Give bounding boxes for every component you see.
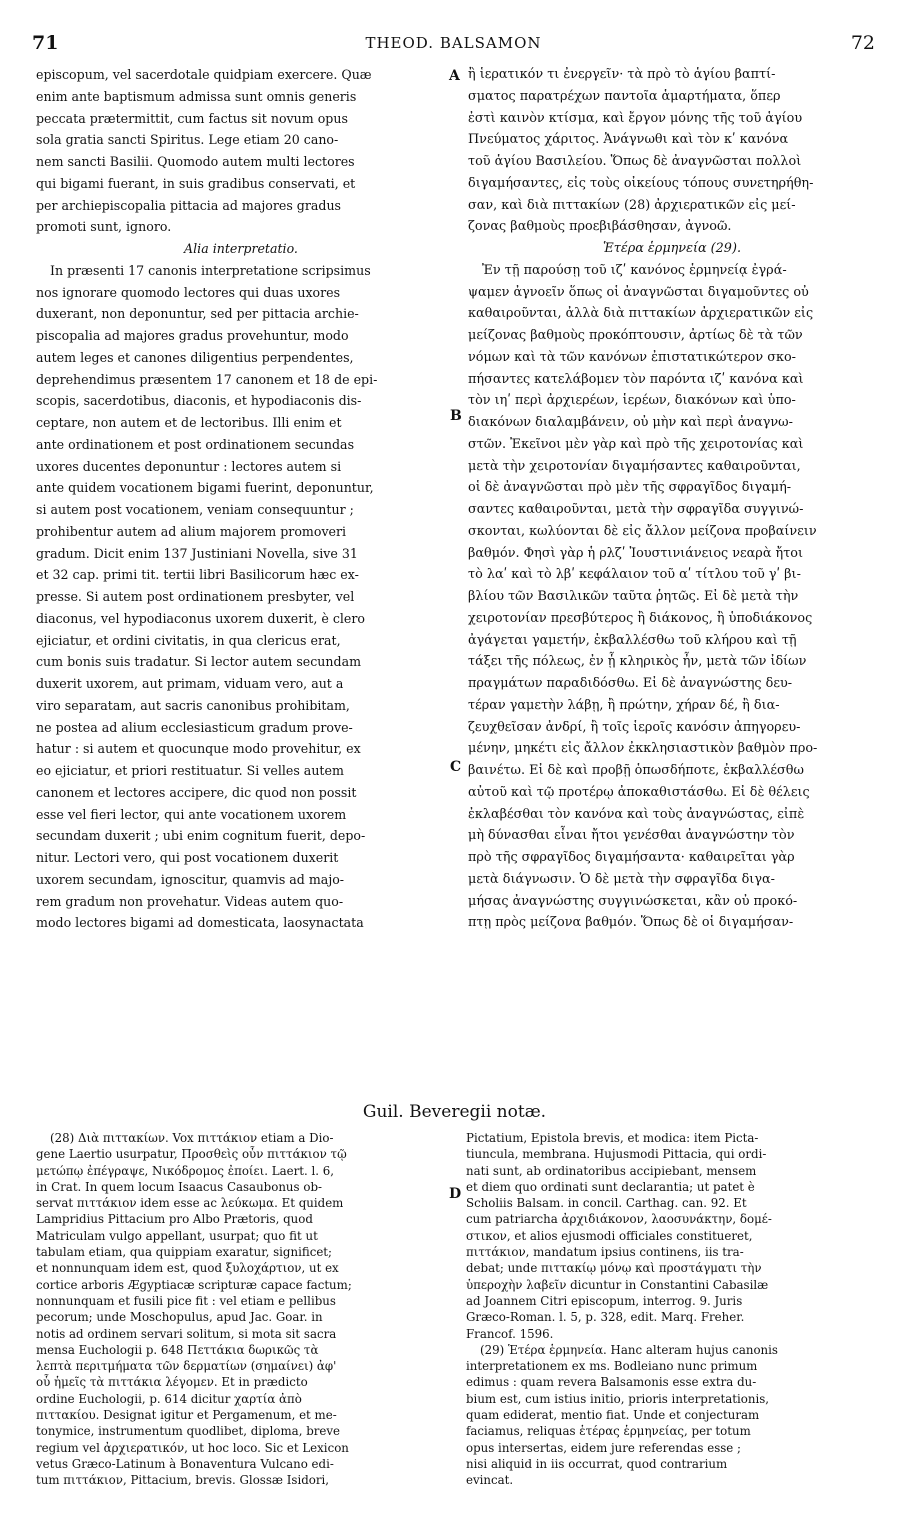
- text-line: καθαιροῦνται, ἀλλὰ διὰ πιττακίων ἀρχιερατικῶν εἰς: [468, 306, 814, 322]
- text-line: in Crat. In quem locum Isaacus Casaubonus ob-: [36, 1179, 322, 1194]
- text-line: Alia interpretatio.: [184, 241, 298, 256]
- text-line: regium vel ἀρχιερατικόν, ut hoc loco. Sic et Lexicon: [36, 1440, 349, 1455]
- text-line: ad Joannem Citri episcopum, interrog. 9. Juris: [466, 1293, 743, 1308]
- text-line: nonnunquam et fusili pice fit : vel etiam e pellibus: [36, 1293, 336, 1308]
- text-line: Ἐν τῇ παρούσῃ τοῦ ιζʹ κανόνος ἑρμηνείᾳ ἐγρά-: [482, 262, 787, 278]
- text-line: μήσας ἀναγνώστης συγγινώσκεται, κἂν οὐ προκό-: [468, 893, 798, 909]
- text-line: οἱ δὲ ἀναγνῶσται πρὸ μὲν τῆς σφραγῖδος διγαμή-: [468, 480, 792, 496]
- text-line: eo ejiciatur, et priori restituatur. Si velles autem: [36, 763, 344, 778]
- text-line: πιττάκιον, mandatum ipsius continens, iis tra-: [466, 1245, 744, 1260]
- text-line: μετὰ τὴν χειροτονίαν διγαμήσαντες καθαιροῦνται,: [468, 458, 801, 474]
- text-line: tonymice, instrumentum quodlibet, diploma, breve: [36, 1424, 341, 1439]
- text-line: (28) Διὰ πιττακίων. Vox πιττάκιον etiam a Dio-: [50, 1131, 334, 1145]
- text-line: peccata prætermittit, cum factus sit novum opus: [36, 110, 348, 126]
- text-line: βαινέτω. Εἰ δὲ καὶ προβῇ ὁπωσδήποτε, ἐκβαλλέσθω: [468, 763, 804, 778]
- text-line: mensa Euchologii p. 648 Πεττάκια δωρικῶς τὰ: [36, 1342, 319, 1357]
- text-line: hatur : si autem et quocunque modo provehitur, ex: [36, 741, 361, 757]
- latin-column: [36, 64, 446, 934]
- text-line: promoti sunt, ignoro.: [36, 219, 172, 235]
- text-line: duxerant, non deponuntur, sed per pittacia archie-: [36, 306, 359, 322]
- text-line: ἢ ἱερατικόν τι ἐνεργεῖν· τὰ πρὸ τὸ ἁγίου βαπτί-: [468, 67, 776, 82]
- text-line: στικον, et alios ejusmodi officiales constitueret,: [466, 1228, 753, 1243]
- text-line: diaconus, vel hypodiaconus uxorem duxerit, è clero: [36, 610, 365, 626]
- text-line: opus intersertas, eidem jure referendas esse ;: [466, 1440, 742, 1455]
- text-line: secundam duxerit ; ubi enim cognitum fuerit, depo-: [36, 828, 366, 844]
- margin-letter-a: A: [449, 68, 460, 84]
- text-line: Pictatium, Epistola brevis, et modica: item Picta-: [466, 1131, 759, 1145]
- text-line: ψαμεν ἀγνοεῖν ὅπως οἱ ἀναγνῶσται διγαμοῦντες οὐ: [468, 284, 809, 300]
- text-line: βαθμόν. Φησὶ γὰρ ἡ ρλζʹ Ἰουστινιάνειος νεαρὰ ἤτοι: [468, 545, 804, 561]
- text-line: cum patriarcha ἀρχιδιάκονον, λαοσυνάκτην, δομέ-: [466, 1212, 772, 1227]
- page-header: [32, 32, 875, 58]
- text-line: Francof. 1596.: [466, 1326, 554, 1341]
- text-line: quam ediderat, mentio fiat. Unde et conjecturam: [466, 1408, 760, 1423]
- text-line: τέραν γαμετὴν λάβῃ, ἢ πρώτην, χήραν δέ, ἢ δια-: [468, 697, 780, 713]
- text-line: et 32 cap. primi tit. tertii libri Basilicorum hæc ex-: [36, 567, 359, 583]
- text-line: σματος παρατρέχων παντοῖα ἁμαρτήματα, ὅπερ: [468, 88, 781, 104]
- text-line: πτῃ πρὸς μείζονα βαθμόν. Ὅπως δὲ οἱ διγαμήσαν-: [468, 915, 794, 931]
- text-line: duxerit uxorem, aut primam, viduam vero, aut a: [36, 676, 344, 691]
- text-line: nos ignorare quomodo lectores qui duas uxores: [36, 284, 341, 300]
- text-line: gene Laertio usurpatur, Προσθεὶς οὖν πιττάκιον τῷ: [36, 1147, 347, 1162]
- text-line: tum πιττάκιον, Pittacium, brevis. Glossæ Isidori,: [36, 1473, 330, 1488]
- text-line: ejiciatur, et ordini civitatis, in qua clericus erat,: [36, 632, 341, 648]
- text-line: si autem post vocationem, veniam consequuntur ;: [36, 502, 354, 517]
- text-line: viro separatam, aut sacris canonibus prohibitam,: [36, 697, 350, 713]
- text-line: νόμων καὶ τὰ τῶν κανόνων ἐπιστατικώτερον σκο-: [468, 349, 796, 365]
- text-line: deprehendimus præsentem 17 canonem et 18 de epi-: [36, 371, 378, 387]
- text-line: ceptare, non autem et de lectoribus. Illi enim et: [36, 415, 342, 430]
- text-line: presse. Si autem post ordinationem presbyter, vel: [36, 589, 355, 604]
- text-line: tiuncula, membrana. Hujusmodi Pittacia, qui ordi-: [466, 1147, 767, 1162]
- text-line: modo lectores bigami ad domesticata, laosynactata: [36, 915, 364, 931]
- text-line: οὗ ἡμεῖς τὰ πιττάκια λέγομεν. Et in prædicto: [36, 1375, 308, 1390]
- running-head: THEOD. BALSAMON: [365, 34, 542, 52]
- text-line: βλίου τῶν Βασιλικῶν ταῦτα ῥητῶς. Εἰ δὲ μετὰ τὴν: [468, 589, 799, 604]
- text-line: notis ad ordinem servari solitum, si mota sit sacra: [36, 1326, 337, 1341]
- text-line: πήσαντες κατελάβομεν τὸν παρόντα ιζʹ κανόνα καὶ: [468, 371, 804, 387]
- text-line: et nonnunquam idem est, quod ξυλοχάρτιον, ut ex: [36, 1261, 339, 1276]
- text-line: nati sunt, ab ordinatoribus accipiebant, mensem: [466, 1163, 757, 1178]
- text-line: tabulam etiam, qua quippiam exaratur, significet;: [36, 1245, 333, 1260]
- text-line: ὑπεροχὴν λαβεῖν dicuntur in Constantini Cabasilæ: [466, 1277, 769, 1292]
- notes-left-column: [36, 1130, 446, 1489]
- text-line: ante ordinationem et post ordinationem secundas: [36, 436, 355, 452]
- text-line: αὐτοῦ καὶ τῷ προτέρῳ ἀποκαθιστάσθω. Εἰ δὲ θέλεις: [468, 784, 810, 800]
- margin-letter-d: D: [449, 1186, 462, 1202]
- text-line: Scholiis Balsam. in concil. Carthag. can. 92. Et: [466, 1196, 747, 1211]
- text-line: rem gradum non provehatur. Videas autem quo-: [36, 893, 344, 909]
- text-line: Græco-Roman. l. 5, p. 328, edit. Marq. Freher.: [466, 1310, 745, 1325]
- text-line: debat; unde πιττακίῳ μόνῳ καὶ προστάγματι τὴν: [466, 1261, 762, 1276]
- text-line: prohibentur autem ad alium majorem promoveri: [36, 523, 347, 539]
- text-line: ne postea ad alium ecclesiasticum gradum prove-: [36, 719, 353, 735]
- text-line: uxores ducentes deponuntur : lectores autem si: [36, 458, 342, 474]
- text-line: canonem et lectores accipere, dic quod non possit: [36, 784, 357, 800]
- text-line: πιττακίου. Designat igitur et Pergamenum, et me-: [36, 1408, 337, 1423]
- text-line: ζονας βαθμοὺς προεβιβάσθησαν, ἀγνοῶ.: [468, 219, 732, 235]
- text-line: Ἑτέρα ἑρμηνεία (29).: [602, 241, 742, 256]
- text-line: τὸ λαʹ καὶ τὸ λβʹ κεφάλαιον τοῦ αʹ τίτλου τοῦ γʹ βι-: [468, 567, 801, 583]
- text-line: Πνεύματος χάριτος. Ἀνάγνωθι καὶ τὸν κʹ κανόνα: [468, 132, 789, 148]
- text-line: μείζονας βαθμοὺς προκόπτουσιν, ἀρτίως δὲ τὰ τῶν: [468, 328, 803, 343]
- text-line: servat πιττάκιον idem esse ac λεύκωμα. Et quidem: [36, 1196, 344, 1211]
- text-line: τὸν ιηʹ περὶ ἀρχιερέων, ἱερέων, διακόνων καὶ ὑπο-: [468, 393, 796, 409]
- text-line: ἀγάγεται γαμετήν, ἐκβαλλέσθω τοῦ κλήρου καὶ τῇ: [468, 632, 797, 648]
- text-line: per archiepiscopalia pittacia ad majores gradus: [36, 197, 342, 213]
- text-line: ἐκλαβέσθαι τὸν κανόνα καὶ τοὺς ἀναγνώστας, εἰπὲ: [468, 806, 805, 822]
- text-line: interpretationem ex ms. Bodleiano nunc primum: [466, 1359, 758, 1374]
- greek-column: [468, 64, 876, 934]
- text-line: scopis, sacerdotibus, diaconis, et hypodiaconis dis-: [36, 393, 362, 409]
- text-line: τοῦ ἁγίου Βασιλείου. Ὅπως δὲ ἀναγνῶσται πολλοὶ: [468, 154, 802, 169]
- text-line: σαντες καθαιροῦνται, μετὰ τὴν σφραγῖδα συγγινώ-: [468, 502, 804, 517]
- text-line: Matriculam vulgo appellant, usurpat; quo fit ut: [36, 1228, 318, 1243]
- text-line: διακόνων διαλαμβάνειν, οὐ μὴν καὶ περὶ ἀναγνω-: [468, 415, 793, 430]
- text-line: ordine Euchologii, p. 614 dicitur χαρτία ἀπὸ: [36, 1391, 302, 1406]
- text-line: διγαμήσαντες, εἰς τοὺς οἰκείους τόπους συνετηρήθη-: [468, 175, 814, 191]
- text-line: nem sancti Basilii. Quomodo autem multi lectores: [36, 154, 355, 169]
- margin-letter-c: C: [450, 759, 462, 775]
- text-line: (29) Ἑτέρα ἑρμηνεία. Hanc alteram hujus canonis: [480, 1342, 778, 1357]
- text-line: χειροτονίαν πρεσβύτερος ἢ διάκονος, ἢ ὑποδιάκονος: [468, 610, 813, 626]
- text-line: evincat.: [466, 1473, 514, 1488]
- text-line: ζευχθεῖσαν ἀνδρί, ἢ τοῖς ἱεροῖς κανόσιν ἀπηγορευ-: [468, 719, 801, 735]
- text-line: uxorem secundam, ignoscitur, quamvis ad majo-: [36, 871, 345, 887]
- text-line: nisi aliquid in iis occurrat, quod contrarium: [466, 1456, 728, 1471]
- text-line: autem leges et canones diligentius perpendentes,: [36, 349, 354, 365]
- text-line: μὴ δύνασθαι εἶναι ἤτοι γενέσθαι ἀναγνώστην τὸν: [468, 828, 795, 844]
- text-line: In præsenti 17 canonis interpretatione scripsimus: [50, 262, 371, 278]
- text-line: σαν, καὶ διὰ πιττακίων (28) ἀρχιερατικῶν εἰς μεί-: [468, 197, 796, 213]
- text-line: episcopum, vel sacerdotale quidpiam exercere. Quæ: [36, 67, 372, 82]
- text-line: bium est, cum istius initio, prioris interpretationis,: [466, 1391, 770, 1406]
- text-line: gradum. Dicit enim 137 Justiniani Novella, sive 31: [36, 545, 358, 561]
- text-line: qui bigami fuerant, in suis gradibus conservati, et: [36, 175, 356, 191]
- page-number-left: 71: [32, 32, 59, 54]
- text-line: pecorum; unde Moschopulus, apud Jac. Goar. in: [36, 1310, 323, 1325]
- text-line: piscopalia ad majores gradus provehuntur, modo: [36, 328, 349, 343]
- text-line: enim ante baptismum admissa sunt omnis generis: [36, 88, 357, 104]
- page-number-right: 72: [850, 32, 875, 54]
- text-line: στῶν. Ἐκεῖνοι μὲν γὰρ καὶ πρὸ τῆς χειροτονίας καὶ: [468, 436, 804, 452]
- text-line: μένην, μηκέτι εἰς ἄλλον ἐκκλησιαστικὸν βαθμὸν προ-: [468, 741, 818, 757]
- text-line: ἐστὶ καινὸν κτίσμα, καὶ ἔργον μόνης τῆς τοῦ ἁγίου: [468, 110, 803, 126]
- notes-title: Guil. Beveregii notæ.: [362, 1102, 547, 1122]
- text-line: cortice arboris Ægyptiacæ scripturæ capace factum;: [36, 1277, 352, 1292]
- text-line: πραγμάτων παραδιδόσθω. Εἰ δὲ ἀναγνώστης δευ-: [468, 676, 793, 691]
- text-line: λεπτὰ περιτμήματα τῶν δερματίων (σημαίνει) ἀφ': [36, 1359, 337, 1374]
- text-line: esse vel fieri lector, qui ante vocationem uxorem: [36, 806, 347, 822]
- text-line: μετὰ διάγνωσιν. Ὁ δὲ μετὰ τὴν σφραγῖδα διγα-: [468, 871, 775, 887]
- notes-right-column: [466, 1130, 876, 1489]
- text-line: Lampridius Pittacium pro Albo Prætoris, quod: [36, 1212, 313, 1227]
- text-line: edimus : quam revera Balsamonis esse extra du-: [466, 1375, 757, 1390]
- text-line: μετώπῳ ἐπέγραψε, Νικόδρομος ἐποίει. Laert. l. 6,: [36, 1163, 335, 1178]
- text-line: nitur. Lectori vero, qui post vocationem duxerit: [36, 850, 339, 865]
- text-line: cum bonis suis tradatur. Si lector autem secundam: [36, 654, 362, 670]
- text-line: vetus Græco-Latinum à Bonaventura Vulcano edi-: [36, 1456, 334, 1471]
- text-line: τάξει τῆς πόλεως, ἐν ᾗ κληρικὸς ἦν, μετὰ τῶν ἰδίων: [468, 654, 807, 670]
- text-line: πρὸ τῆς σφραγῖδος διγαμήσαντα· καθαιρεῖται γὰρ: [468, 850, 795, 865]
- text-line: ante quidem vocationem bigami fuerint, deponuntur,: [36, 480, 374, 496]
- text-line: faciamus, reliquas ἑτέρας ἑρμηνείας, per totum: [466, 1424, 751, 1439]
- text-line: sola gratia sancti Spiritus. Lege etiam 20 cano-: [36, 132, 339, 148]
- text-line: σκονται, κωλύονται δὲ εἰς ἄλλον μείζονα προβαίνειν: [468, 523, 817, 539]
- margin-letter-b: B: [450, 408, 462, 424]
- text-line: et diem quo ordinati sunt declarantia; ut patet è: [466, 1179, 755, 1194]
